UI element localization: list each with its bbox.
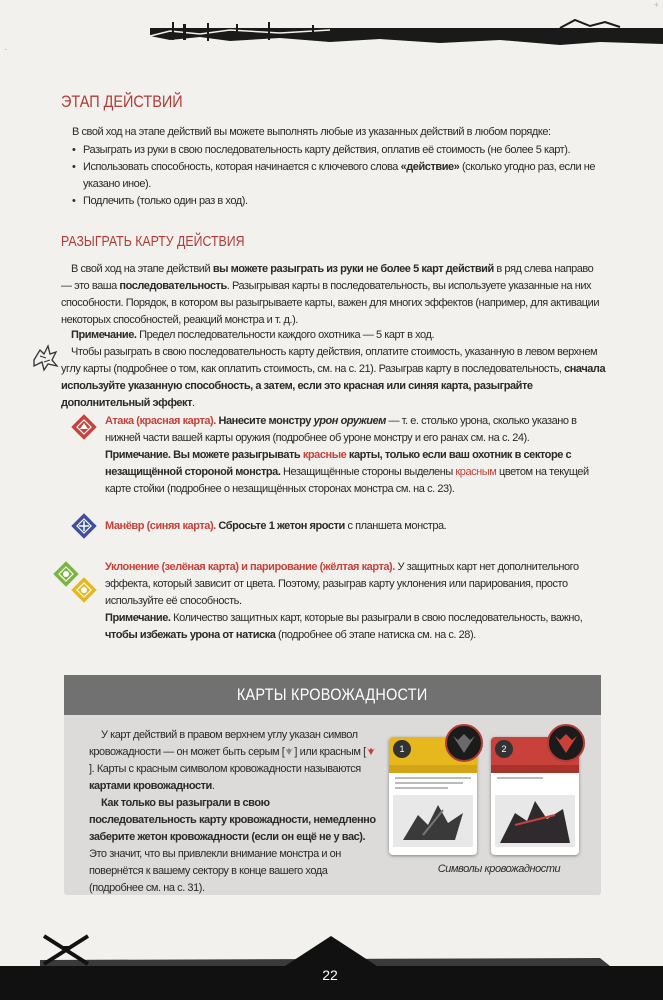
bloodlust-red-icon (366, 746, 376, 756)
blue-diamond-icon (71, 513, 97, 539)
bloodlust-gray-icon (284, 746, 294, 756)
attack-note: Примечание. Вы можете разыгрывать красные карты, только если ваш охотник в секторе с незащищённой стороной монстра. Незащищённые стороны выделены красным цветом на текущей карте стойки (подробнее о незащищённых сторонах монстра см. на с. 23). (105, 449, 589, 495)
note: Примечание. Предел последовательности каждого охотника — 5 карт в ход. (71, 329, 435, 341)
box-paragraph: У карт действий в правом верхнем углу указан символ кровожадности — он может быть серым [ ] или красным []. Карты с красным символом кровожадности называются картами кровожадности. (89, 727, 377, 795)
card-illustration (495, 795, 575, 847)
corner-mark: + (653, 0, 659, 10)
dodge-note: Примечание. Количество защитных карт, которые вы разыграли в свою последовательность, важно, чтобы избежать урона от натиска (подробнее об этапе натиска см. на с. 28). (105, 612, 583, 641)
box-paragraph: Как только вы разыграли в свою последовательность карту кровожадности, немедленно заберите жетон кровожадности (если он ещё не у вас). Это значит, что вы привлекли внимание монстра и он повернётся к вашему сектору в конце вашего хода (подробнее см. на с. 31). (89, 797, 376, 894)
top-decorative-strip (0, 0, 663, 50)
paragraph: Чтобы разыграть в свою последовательность карту действия, оплатите стоимость, указанную в левом верхнем углу карты (подробнее о том, как оплатить стоимость, см. на с. 21). Разыграв карту в последовательность, сначала используйте указанную способность, а затем, если это красная или синяя карта, разыграйте дополнительный эффект. (61, 346, 606, 409)
intro-text: В свой ход на этапе действий вы можете выполнять любые из указанных действий в любом порядке: (72, 126, 551, 138)
bloodlust-red-icon (546, 723, 586, 763)
crossed-weapons-icon (38, 932, 94, 968)
card-cost: 2 (495, 740, 513, 758)
monster-sketch-icon (30, 340, 60, 374)
maneuver-paragraph: Манёвр (синяя карта). Сбросьте 1 жетон ярости с планшета монстра. (105, 520, 447, 532)
attack-paragraph: Атака (красная карта). Нанесите монстру урон оружием — т. е. столько урона, сколько указано в нижней части вашей карты оружия (подробнее об уроне монстру и его ранах см. на с. 24). (105, 415, 577, 444)
red-diamond-icon (71, 414, 97, 440)
card-illustration (393, 795, 473, 847)
box-title: КАРТЫ КРОВОЖАДНОСТИ (64, 675, 601, 715)
list-item: • Использовать способность, которая начинается с ключевого слова «действие» (сколько угодно раз, если не указано иное). (72, 159, 612, 193)
section-title-play-card: РАЗЫГРАТЬ КАРТУ ДЕЙСТВИЯ (61, 234, 245, 250)
image-caption: Символы кровожадности (437, 863, 561, 875)
yellow-diamond-icon (71, 577, 97, 603)
card-cost: 1 (393, 740, 411, 758)
bloodlust-gray-icon (444, 723, 484, 763)
list-item: • Разыграть из руки в свою последовательность карту действия, оплатив её стоимость (не более 5 карт). (72, 142, 612, 159)
page-number: 22 (322, 967, 338, 983)
section-title-action-phase: ЭТАП ДЕЙСТВИЙ (61, 92, 183, 111)
action-list (72, 142, 612, 210)
bloodlust-box (64, 675, 601, 895)
list-item: • Подлечить (только один раз в ход). (72, 193, 612, 210)
corner-mark: - (4, 44, 7, 54)
paragraph: В свой ход на этапе действий вы можете разыграть из руки не более 5 карт действий в ряд слева направо — это ваша последовательность. Разыгрывая карты в последовательность, вы используете указанные на них способности. Порядок, в котором вы разыгрываете карты, важен для многих эффектов (например, для активации некоторых способностей, реакций монстра и т. д.). (61, 263, 600, 326)
dodge-paragraph: Уклонение (зелёная карта) и парирование (жёлтая карта). У защитных карт нет дополнительного эффекта, который зависит от цвета. Поэтому, разыграв карту уклонения или парирования, просто используйте её способность. (105, 561, 579, 607)
